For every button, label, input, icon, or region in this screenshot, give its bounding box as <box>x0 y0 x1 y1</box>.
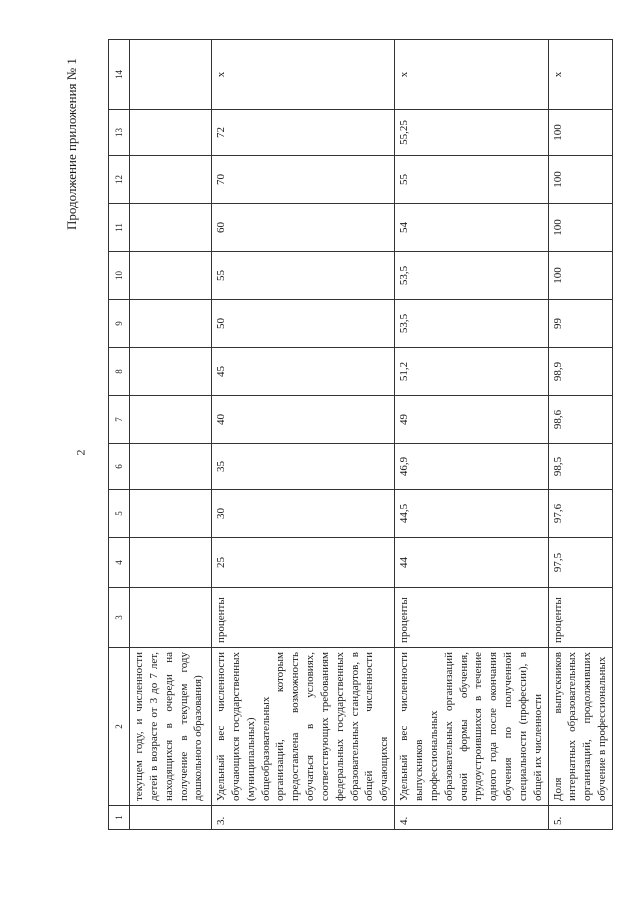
table-row <box>548 40 612 830</box>
col-num-13: 13 <box>109 110 130 156</box>
value-cell: 49 <box>395 396 548 444</box>
value-cell: 55 <box>395 156 548 204</box>
value-cell: 40 <box>212 396 395 444</box>
col-num-2: 2 <box>109 648 130 806</box>
col-num-12: 12 <box>109 156 130 204</box>
value-cell: 25 <box>212 538 395 588</box>
col-num-8: 8 <box>109 348 130 396</box>
value-cell: 45 <box>212 348 395 396</box>
value-cell: х <box>395 40 548 110</box>
value-cell: 98,5 <box>548 444 612 490</box>
value-cell: 55,25 <box>395 110 548 156</box>
value-cell: 50 <box>212 300 395 348</box>
table-row <box>130 40 212 830</box>
appendix-title: Продолжение приложения № 1 <box>64 58 79 230</box>
value-cell <box>130 348 212 396</box>
value-cell <box>130 444 212 490</box>
value-cell <box>130 110 212 156</box>
row-number: 4. <box>395 806 548 830</box>
table-row <box>395 40 548 830</box>
indicators-table-wrap <box>108 40 609 830</box>
value-cell <box>130 300 212 348</box>
col-num-11: 11 <box>109 204 130 252</box>
page-number: 2 <box>73 449 88 456</box>
value-cell: 46,9 <box>395 444 548 490</box>
value-cell <box>130 40 212 110</box>
value-cell: 60 <box>212 204 395 252</box>
value-cell: 53,5 <box>395 300 548 348</box>
col-num-10: 10 <box>109 252 130 300</box>
value-cell <box>130 252 212 300</box>
value-cell: х <box>212 40 395 110</box>
value-cell: 54 <box>395 204 548 252</box>
value-cell: 55 <box>212 252 395 300</box>
value-cell: 99 <box>548 300 612 348</box>
value-cell: 44 <box>395 538 548 588</box>
row-number: 3. <box>212 806 395 830</box>
row-number: 5. <box>548 806 612 830</box>
value-cell: х <box>548 40 612 110</box>
unit-cell: проценты <box>548 588 612 648</box>
col-num-3: 3 <box>109 588 130 648</box>
value-cell: 98,9 <box>548 348 612 396</box>
col-num-4: 4 <box>109 538 130 588</box>
col-num-1: 1 <box>109 806 130 830</box>
row-number <box>130 806 212 830</box>
col-num-7: 7 <box>109 396 130 444</box>
value-cell <box>130 538 212 588</box>
value-cell: 53,5 <box>395 252 548 300</box>
value-cell: 100 <box>548 156 612 204</box>
value-cell: 51,2 <box>395 348 548 396</box>
value-cell: 35 <box>212 444 395 490</box>
unit-cell: проценты <box>212 588 395 648</box>
value-cell: 72 <box>212 110 395 156</box>
col-num-9: 9 <box>109 300 130 348</box>
col-num-14: 14 <box>109 40 130 110</box>
indicators-table <box>108 39 613 830</box>
value-cell: 70 <box>212 156 395 204</box>
unit-cell: проценты <box>395 588 548 648</box>
value-cell <box>130 156 212 204</box>
col-num-6: 6 <box>109 444 130 490</box>
value-cell: 97,6 <box>548 490 612 538</box>
table-row <box>212 40 395 830</box>
value-cell: 44,5 <box>395 490 548 538</box>
value-cell <box>130 490 212 538</box>
value-cell <box>130 204 212 252</box>
col-num-5: 5 <box>109 490 130 538</box>
value-cell: 30 <box>212 490 395 538</box>
value-cell: 100 <box>548 110 612 156</box>
indicator-name: Удельный вес численности обучающихся государственных (муниципальных) общеобразовательных организаций, которым предоставлена возможность обучаться в условиях, соответствующих требованиям федеральных государственных образовательных стандартов, в общей численности обучающихся <box>212 648 395 806</box>
indicator-name: Удельный вес численности выпускников профессиональных образовательных организаций очной формы обучения, трудоустроившихся в течение одного года после окончания обучения по полученной специальности (профессии), в общей их численности <box>395 648 548 806</box>
value-cell: 98,6 <box>548 396 612 444</box>
unit-cell <box>130 588 212 648</box>
value-cell: 100 <box>548 204 612 252</box>
value-cell <box>130 396 212 444</box>
column-number-row <box>109 40 130 830</box>
value-cell: 97,5 <box>548 538 612 588</box>
indicator-name: Доля выпускников интернатных образовательных организаций, продолживших обучение в профессиональных <box>548 648 612 806</box>
indicator-name: текущем году, и численности детей в возрасте от 3 до 7 лет, находящихся в очереди на получение в текущем году дошкольного образования) <box>130 648 212 806</box>
value-cell: 100 <box>548 252 612 300</box>
